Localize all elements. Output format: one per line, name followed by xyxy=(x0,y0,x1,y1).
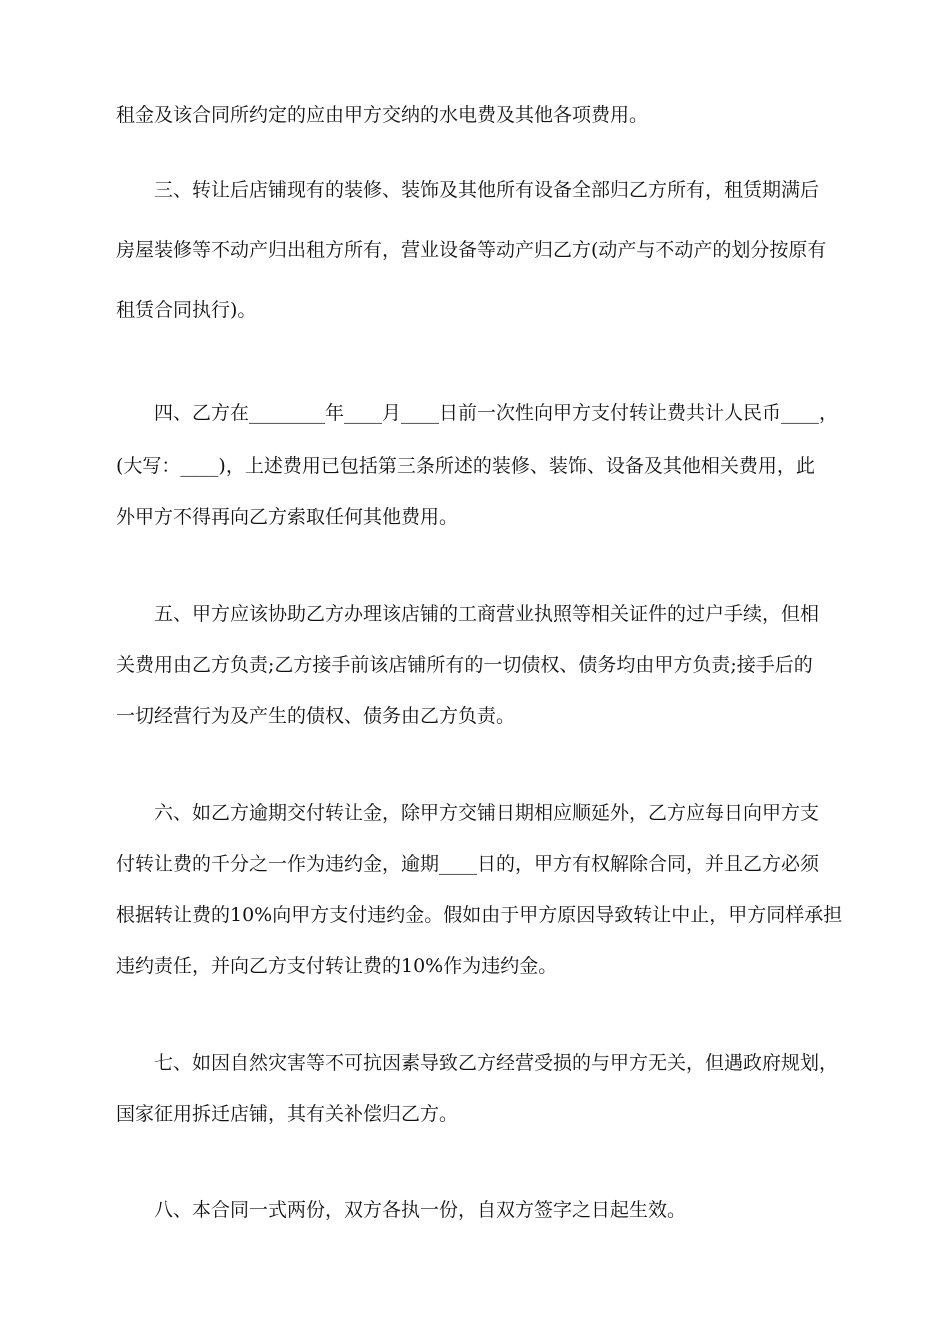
clause-4-line-2: (大写：____)，上述费用已包括第三条所述的装修、装饰、设备及其他相关费用，此 xyxy=(116,455,815,477)
clause-7-line-2: 国家征用拆迁店铺，其有关补偿归乙方。 xyxy=(116,1103,459,1125)
clause-7-line-1: 七、如因自然灾害等不可抗因素导致乙方经营受损的与甲方无关，但遇政府规划， xyxy=(154,1052,839,1074)
clause-6-line-1: 六、如乙方逾期交付转让金，除甲方交铺日期相应顺延外，乙方应每日向甲方支 xyxy=(154,802,820,824)
clause-4-line-1: 四、乙方在________年____月____日前一次性向甲方支付转让费共计人民币____， xyxy=(154,402,839,424)
clause-5-line-3: 一切经营行为及产生的债权、债务由乙方负责。 xyxy=(116,705,516,727)
clause-8-line-1: 八、本合同一式两份，双方各执一份，自双方签字之日起生效。 xyxy=(154,1199,687,1221)
clause-5-line-2: 关费用由乙方负责;乙方接手前该店铺所有的一切债权、债务均由甲方负责;接手后的 xyxy=(116,654,813,676)
clause-3-line-3: 租赁合同执行)。 xyxy=(116,299,257,321)
clause-5-line-1: 五、甲方应该协助乙方办理该店铺的工商营业执照等相关证件的过户手续，但相 xyxy=(154,603,820,625)
clause-3-line-1: 三、转让后店铺现有的装修、装饰及其他所有设备全部归乙方所有，租赁期满后 xyxy=(154,179,820,201)
clause-6-line-2: 付转让费的千分之一作为违约金，逾期____日的，甲方有权解除合同，并且乙方必须 xyxy=(116,853,820,875)
clause-3-line-2: 房屋装修等不动产归出租方所有，营业设备等动产归乙方(动产与不动产的划分按原有 xyxy=(116,239,827,261)
clause-4-line-3: 外甲方不得再向乙方索取任何其他费用。 xyxy=(116,506,459,528)
clause-6-line-4: 违约责任，并向乙方支付转让费的10%作为违约金。 xyxy=(116,955,558,977)
clause-6-line-3: 根据转让费的10%向甲方支付违约金。假如由于甲方原因导致转让中止，甲方同样承担 xyxy=(116,904,843,926)
paragraph-continuation-line-1: 租金及该合同所约定的应由甲方交纳的水电费及其他各项费用。 xyxy=(116,104,649,126)
